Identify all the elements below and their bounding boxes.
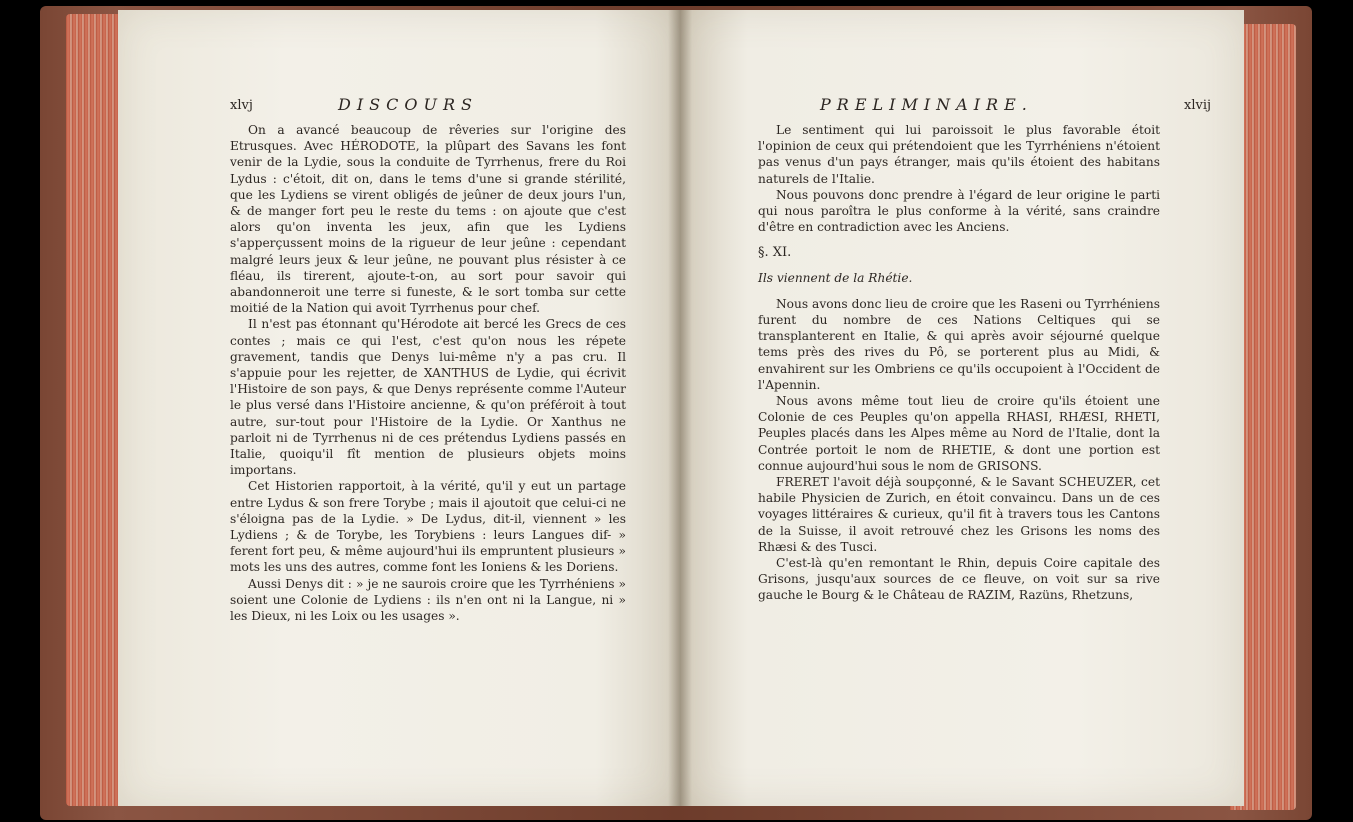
paragraph: On a avancé beaucoup de rêveries sur l'origine des Etrusques. Avec HÉRODOTE, la plûpart des Savans les font venir de la Lydie, sous la conduite de Tyrrhenus, frere du Roi Lydus : c'étoit, dit on, dans le tems d'une si grande stérilité, que les Lydiens se virent obligés de jeûner de deux jours l'un, & de manger fort peu le reste du tems : on ajoute que c'est alors qu'on inventa les jeux, afin que les Lydiens s'apperçussent moins de la rigueur de leur jeûne : cependant malgré leurs jeux & leur jeûne, ne pouvant plus résister à ce fléau, ils tirerent, ajoute-t-on, au sort pour savoir qui abandonneroit une terre si funeste, & le sort tomba sur cette moitié de la Nation qui avoit Tyrrhenus pour chef. bbox=[230, 123, 626, 316]
paragraph: Aussi Denys dit : » je ne saurois croire que les Tyrrhéniens » soient une Colonie de Lydiens : ils n'en ont ni la Langue, ni » les Dieux, ni les Loix ou les usages ». bbox=[230, 576, 626, 624]
paragraph: Nous avons même tout lieu de croire qu'ils étoient une Colonie de ces Peuples qu'on appella RHASI, RHÆSI, RHETI, Peuples placés dans les Alpes même au Nord de l'Italie, dont la Contrée portoit le nom de RHETIE, & dont une portion est connue aujourd'hui sous le nom de GRISONS. bbox=[758, 394, 1160, 473]
left-page bbox=[118, 10, 680, 806]
book-gutter bbox=[668, 10, 692, 806]
paragraph: Nous avons donc lieu de croire que les Raseni ou Tyrrhéniens furent du nombre de ces Nations Celtiques qui se transplanterent en Italie, & qui après avoir séjourné quelque tems près des rives du Pô, se porterent plus au Midi, & envahirent sur les Ombriens ce qu'ils occupoient à l'Occident de l'Apennin. bbox=[758, 296, 1160, 392]
left-page-body bbox=[230, 122, 626, 624]
right-folio: xlvij bbox=[1184, 98, 1212, 113]
right-running-head: PRELIMINAIRE. bbox=[820, 95, 1033, 114]
paragraph: Il n'est pas étonnant qu'Hérodote ait bercé les Grecs de ces contes ; mais ce qui l'est, c'est qu'on nous les répete gravement, tandis que Denys lui-même n'y a pas cru. Il s'appuie pour les rejetter, de XANTHUS de Lydie, qui écrivit l'Histoire de son pays, & que Denys représente comme l'Auteur le plus versé dans l'Histoire ancienne, & qu'on préféroit à tout autre, sur-tout pour l'Histoire de la Lydie. Or Xanthus ne parloit ni de Tyrrhenus ni de ces prétendus Lydiens passés en Italie, quoiqu'il fît mention de plusieurs objets moins importans. bbox=[230, 317, 626, 478]
section-title: Ils viennent de la Rhétie. bbox=[758, 270, 913, 285]
right-page-body bbox=[758, 122, 1160, 604]
paragraph: Nous pouvons donc prendre à l'égard de leur origine le parti qui nous paroîtra le plus conforme à la vérité, sans craindre d'être en contradiction avec les Anciens. bbox=[758, 187, 1160, 235]
left-running-head: DISCOURS bbox=[338, 95, 478, 114]
paragraph: Cet Historien rapportoit, à la vérité, qu'il y eut un partage entre Lydus & son frere Torybe ; mais il ajoutoit que celui-ci ne s'éloigna pas de la Lydie. » De Lydus, dit-il, viennent » les Lydiens ; & de Torybe, les Torybiens : leurs Langues dif- » ferent fort peu, & même aujourd'hui ils empruntent plusieurs » mots les uns des autres, comme font les Ioniens & les Doriens. bbox=[230, 479, 626, 575]
paragraph: C'est-là qu'en remontant le Rhin, depuis Coire capitale des Grisons, jusqu'aux sources de ce fleuve, on voit sur sa rive gauche le Bourg & le Château de RAZIM, Razüns, Rhetzuns, bbox=[758, 556, 1160, 603]
left-folio: xlvj bbox=[230, 98, 253, 113]
right-page bbox=[680, 10, 1244, 806]
paragraph: Le sentiment qui lui paroissoit le plus favorable étoit l'opinion de ceux qui prétendoient que les Tyrrhéniens n'étoient pas venus d'un pays étranger, mais qu'ils étoient des habitans naturels de l'Italie. bbox=[758, 123, 1160, 186]
section-number: §. XI. bbox=[758, 245, 792, 261]
left-page-edges bbox=[66, 14, 122, 806]
paragraph: FRERET l'avoit déjà soupçonné, & le Savant SCHEUZER, cet habile Physicien de Zurich, en étoit convaincu. Dans un de ces voyages littéraires & curieux, qu'il fit à travers tous les Cantons de la Suisse, il avoit retrouvé chez les Grisons les noms des Rhæsi & des Tusci. bbox=[758, 475, 1160, 554]
